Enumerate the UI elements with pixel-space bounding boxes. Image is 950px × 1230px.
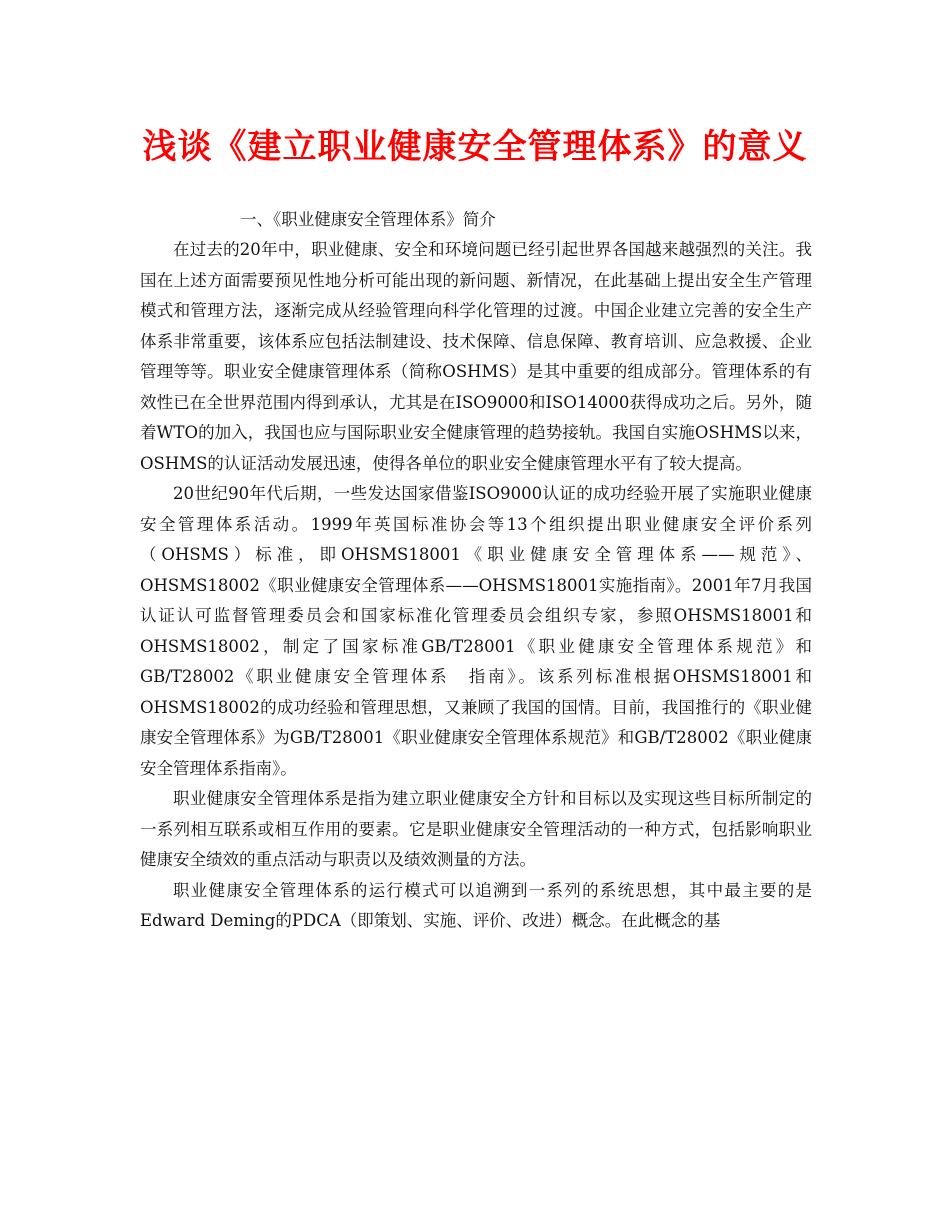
document-title: 浅谈《建立职业健康安全管理体系》的意义 [142,127,808,167]
document-body [140,205,812,937]
paragraph-4: 职业健康安全管理体系的运行模式可以追溯到一系列的系统思想，其中最主要的是Edward Deming的PDCA（即策划、实施、评价、改进）概念。在此概念的基 [140,880,812,930]
paragraph-3: 职业健康安全管理体系是指为建立职业健康安全方针和目标以及实现这些目标所制定的一系列相互联系或相互作用的要素。它是职业健康安全管理活动的一种方式，包括影响职业健康安全绩效的重点活动与职责以及绩效测量的方法。 [140,789,812,869]
paragraph-2: 20世纪90年代后期，一些发达国家借鉴ISO9000认证的成功经验开展了实施职业健康安全管理体系活动。1999年英国标准协会等13个组织提出职业健康安全评价系列（OHSMS）标准，即OHSMS18001《职业健康安全管理体系——规范》、OHSMS18002《职业健康安全管理体系——OHSMS18001实施指南》。2001年7月我国认证认可监督管理委员会和国家标准化管理委员会组织专家，参照OHSMS18001和OHSMS18002，制定了国家标准GB/T28001《职业健康安全管理体系规范》和GB/T28002《职业健康安全管理体系 指南》。该系列标准根据OHSMS18001和OHSMS18002的成功经验和管理思想，又兼顾了我国的国情。目前，我国推行的《职业健康安全管理体系》为GB/T28001《职业健康安全管理体系规范》和GB/T28002《职业健康安全管理体系指南》。 [140,484,812,778]
paragraph-1: 在过去的20年中，职业健康、安全和环境问题已经引起世界各国越来越强烈的关注。我国在上述方面需要预见性地分析可能出现的新问题、新情况，在此基础上提出安全生产管理模式和管理方法，逐渐完成从经验管理向科学化管理的过渡。中国企业建立完善的安全生产体系非常重要，该体系应包括法制建设、技术保障、信息保障、教育培训、应急救援、企业管理等等。职业安全健康管理体系（简称OSHMS）是其中重要的组成部分。管理体系的有效性已在全世界范围内得到承认，尤其是在ISO9000和ISO14000获得成功之后。另外，随着WTO的加入，我国也应与国际职业安全健康管理的趋势接轨。我国自实施OSHMS以来，OSHMS的认证活动发展迅速，使得各单位的职业安全健康管理水平有了较大提高。 [140,240,812,473]
section-heading: 一、《职业健康安全管理体系》简介 [240,210,496,229]
